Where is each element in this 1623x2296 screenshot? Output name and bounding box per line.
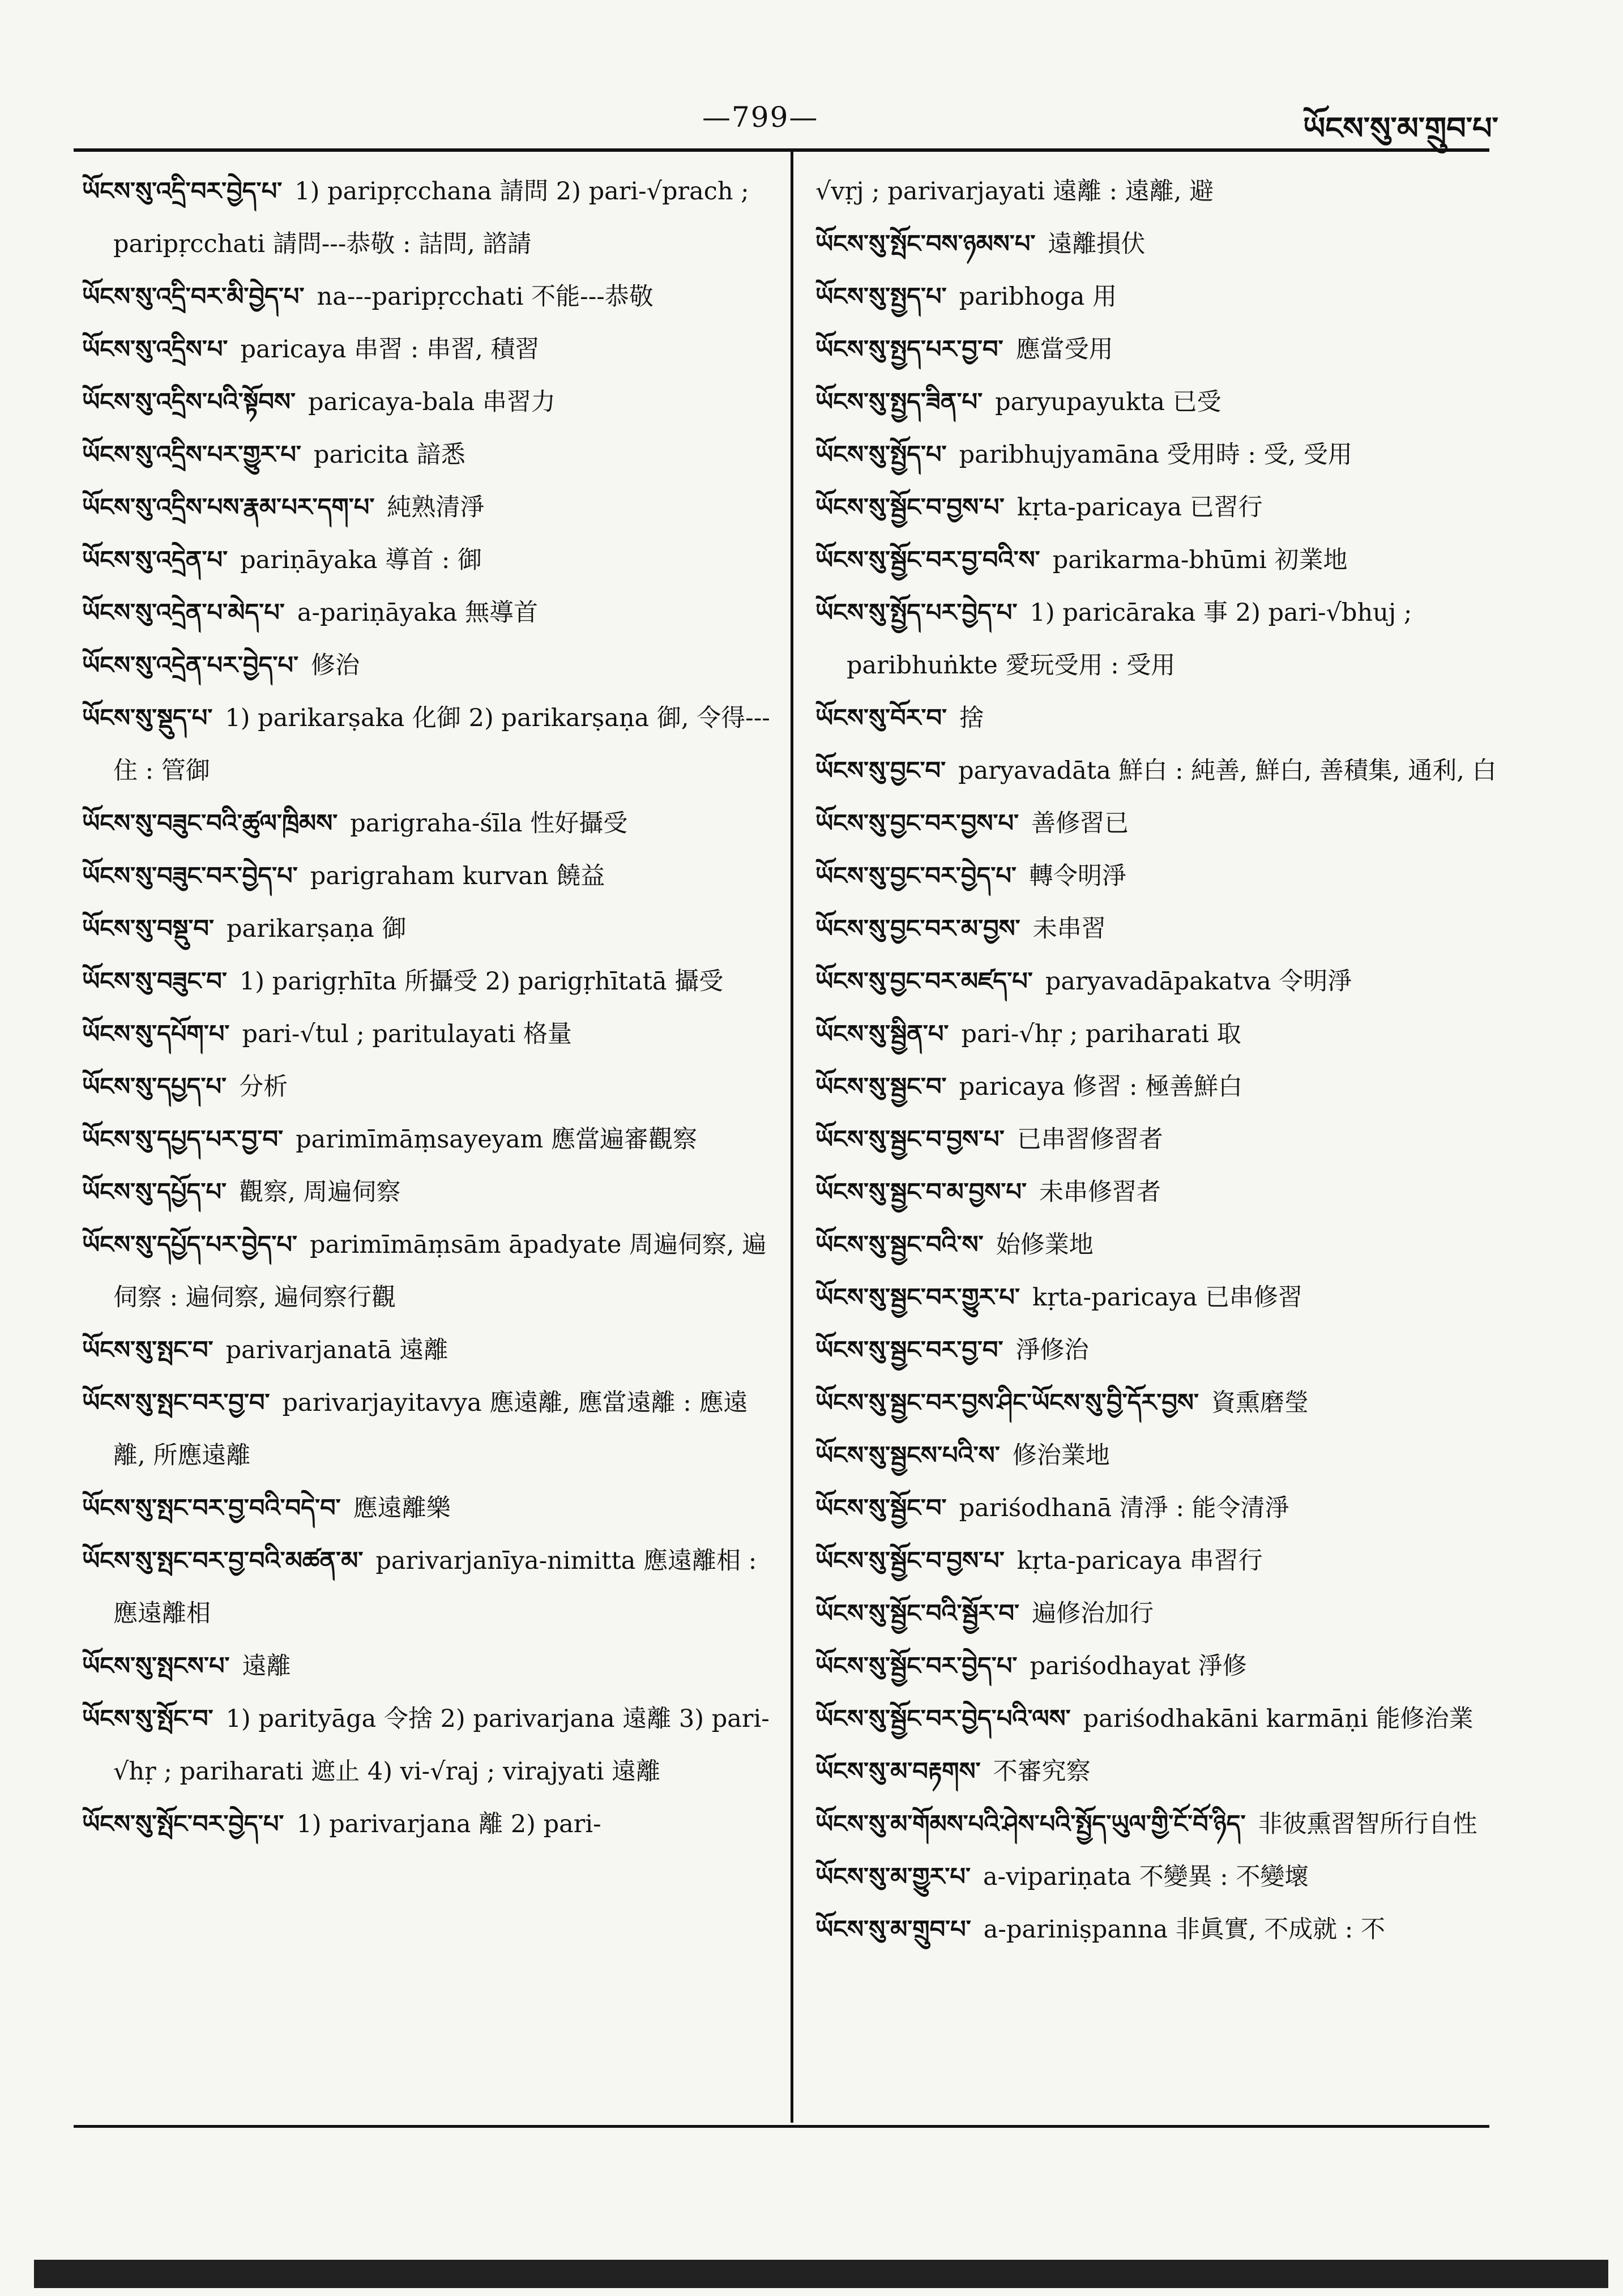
entry-headword: ཡོངས་སུ་སྦྱང་བ་ <box>815 1073 947 1101</box>
entry-definition: parikarma-bhūmi 初業地 <box>1052 546 1348 574</box>
entry-definition: √vṛj ; parivarjayati 遠離 : 遠離, 避 <box>815 177 1214 206</box>
entry-headword: ཡོངས་སུ་སྦྱོང་བར་བྱེད་པ་ <box>815 1652 1018 1680</box>
entry-headword: ཡོངས་སུ་བོར་བ་ <box>815 704 947 732</box>
entry-definition: 未串修習者 <box>1039 1178 1161 1206</box>
entry-definition: 非彼熏習智所行自性 <box>1258 1810 1477 1838</box>
dictionary-entry <box>815 1271 1512 1324</box>
entry-headword: ཡོངས་སུ་སྤོང་བས་ཉམས་པ་ <box>815 230 1036 258</box>
dictionary-entry <box>815 1535 1512 1587</box>
entry-headword: ཡོངས་སུ་བཟུང་བའི་ཚུལ་ཁྲིམས་ <box>82 809 338 838</box>
entry-definition: parivarjanatā 遠離 <box>225 1336 449 1364</box>
entry-headword: ཡོངས་སུ་སྦྱོང་བ་བྱས་པ་ <box>815 493 1005 522</box>
entry-definition: 1) parityāga 令捨 2) parivarjana 遠離 3) pari-√hṛ ; pariharati 遮止 4) vi-√raj ; virajyati 遠離 <box>113 1705 770 1786</box>
entry-definition: pari-√tul ; paritulayati 格量 <box>242 1020 572 1048</box>
dictionary-entry <box>82 1219 779 1324</box>
entry-definition: 已串習修習者 <box>1016 1125 1163 1154</box>
dictionary-entry <box>82 1482 779 1535</box>
dictionary-entry <box>815 1482 1512 1535</box>
dictionary-entry <box>82 1113 779 1166</box>
entry-headword: ཡོངས་སུ་དཔྱད་པ་ <box>82 1073 227 1101</box>
dictionary-entry <box>815 1851 1512 1904</box>
entry-definition: parimīmāṃsayeyam 應當遍審觀察 <box>296 1125 698 1154</box>
entry-headword: ཡོངས་སུ་བཟུང་བ་ <box>82 967 227 996</box>
dictionary-entry <box>815 429 1512 481</box>
entry-headword: ཡོངས་སུ་སྤྱོད་པ་ <box>815 441 947 469</box>
entry-definition: parimīmāṃsām āpadyate 周遍伺察, 遍伺察 : 遍伺察, 遍伺察行觀 <box>113 1231 767 1312</box>
entry-headword: ཡོངས་སུ་སྦྱོང་བ་བྱས་པ་ <box>815 1547 1005 1575</box>
dictionary-entry <box>82 1166 779 1219</box>
dictionary-entry <box>815 587 1512 692</box>
dictionary-entry <box>815 1904 1512 1956</box>
column-divider <box>791 152 793 2123</box>
entry-definition: 遠離損伏 <box>1048 230 1146 258</box>
left-column <box>82 165 779 2114</box>
entry-definition: kṛta-paricaya 已習行 <box>1016 493 1263 522</box>
entry-definition: pari-√hṛ ; pariharati 取 <box>961 1020 1241 1048</box>
entry-headword: ཡོངས་སུ་སྦྱོང་བར་བྱེད་པའི་ལས་ <box>815 1705 1071 1733</box>
entry-definition: 善修習已 <box>1031 809 1129 838</box>
dictionary-entry <box>815 534 1512 587</box>
entry-definition: 修治 <box>310 651 360 680</box>
entry-definition: kṛta-paricaya 已串修習 <box>1032 1283 1302 1312</box>
entry-definition: 淨修治 <box>1015 1336 1089 1364</box>
dictionary-entry <box>82 1693 779 1798</box>
entry-definition: 資熏磨瑩 <box>1211 1389 1309 1417</box>
entry-definition: pariśodhanā 清淨 : 能令清淨 <box>959 1494 1289 1522</box>
dictionary-entry <box>82 850 779 903</box>
entry-definition: pariśodhakāni karmāṇi 能修治業 <box>1083 1705 1473 1733</box>
dictionary-entry <box>815 1008 1512 1061</box>
entry-definition: kṛta-paricaya 串習行 <box>1016 1547 1263 1575</box>
dictionary-entry <box>82 481 779 534</box>
entry-definition: paricaya 修習 : 極善鮮白 <box>959 1073 1243 1101</box>
entry-headword: ཡོངས་སུ་འདྲེན་པ་མེད་པ་ <box>82 599 285 627</box>
entry-definition: 遍修治加行 <box>1032 1599 1154 1628</box>
dictionary-entry <box>815 1798 1512 1851</box>
entry-definition: 1) parivarjana 離 2) pari- <box>296 1810 601 1838</box>
entry-headword: ཡོངས་སུ་བཟུང་བར་བྱེད་པ་ <box>82 862 298 890</box>
scan-edge-band <box>34 2260 1608 2288</box>
dictionary-entry <box>815 1166 1512 1219</box>
dictionary-entry <box>82 429 779 481</box>
entry-headword: ཡོངས་སུ་སྦྱང་བའི་ས་ <box>815 1231 984 1259</box>
dictionary-entry <box>82 797 779 850</box>
entry-headword: ཡོངས་སུ་འདྲེན་པར་བྱེད་པ་ <box>82 651 298 680</box>
dictionary-entry <box>82 165 779 271</box>
dictionary-entry <box>815 745 1512 797</box>
dictionary-entry <box>82 1061 779 1113</box>
entry-headword: ཡོངས་སུ་སྡུད་པ་ <box>82 704 213 732</box>
dictionary-entry <box>82 534 779 587</box>
entry-definition: 應遠離樂 <box>353 1494 451 1522</box>
dictionary-entry <box>815 850 1512 903</box>
entry-headword: ཡོངས་སུ་སྦྱང་བར་གྱུར་པ་ <box>815 1283 1020 1312</box>
dictionary-entry <box>82 376 779 429</box>
entry-definition: 1) paripṛcchana 請問 2) pari-√prach ; paripṛcchati 請問---恭敬 : 詰問, 諮請 <box>113 177 749 258</box>
entry-headword: ཡོངས་སུ་སྤོང་བར་བྱེད་པ་ <box>82 1810 284 1838</box>
dictionary-entry <box>815 692 1512 745</box>
right-column <box>815 165 1512 2114</box>
entry-headword: ཡོངས་སུ་མ་གྲུབ་པ་ <box>815 1915 971 1944</box>
entry-headword: ཡོངས་སུ་སྤང་བ་ <box>82 1336 213 1364</box>
entry-headword: ཡོངས་སུ་སྤང་བར་བྱ་བ་ <box>82 1389 270 1417</box>
entry-headword: ཡོངས་སུ་སྤོང་བ་ <box>82 1705 213 1733</box>
dictionary-entry <box>815 1640 1512 1693</box>
entry-definition: a-pariniṣpanna 非眞實, 不成就 : 不 <box>983 1915 1385 1944</box>
entry-headword: ཡོངས་སུ་སྤྱད་ཟིན་པ་ <box>815 388 983 416</box>
dictionary-entry <box>815 271 1512 323</box>
entry-headword: ཡོངས་སུ་འདྲིས་པའི་སྟོབས་ <box>82 388 296 416</box>
entry-headword: ཡོངས་སུ་སྤྱོད་པར་བྱེད་པ་ <box>815 599 1018 627</box>
entry-headword: ཡོངས་སུ་འདྲིས་པར་གྱུར་པ་ <box>82 441 301 469</box>
dictionary-entry <box>815 1113 1512 1166</box>
dictionary-entry <box>82 639 779 692</box>
entry-headword: ཡོངས་སུ་སྦྱོང་བའི་སྦྱོར་བ་ <box>815 1599 1020 1628</box>
dictionary-entry <box>815 323 1512 376</box>
dictionary-entry <box>82 692 779 797</box>
entry-headword: ཡོངས་སུ་སྦྱང་བར་བྱས་ཤིང་ཡོངས་སུ་བྱི་དོར་བྱས་ <box>815 1389 1199 1417</box>
top-rule <box>74 148 1489 152</box>
entry-headword: ཡོངས་སུ་བྱང་བར་མཛད་པ་ <box>815 967 1033 996</box>
entry-headword: ཡོངས་སུ་སྤང་བར་བྱ་བའི་མཚན་མ་ <box>82 1547 364 1575</box>
entry-headword: ཡོངས་སུ་སྤངས་པ་ <box>82 1652 230 1680</box>
bottom-rule <box>74 2125 1489 2128</box>
entry-definition: 捨 <box>959 704 984 732</box>
entry-headword: ཡོངས་སུ་སྦྱོང་བར་བྱ་བའི་ས་ <box>815 546 1040 574</box>
entry-definition: 始修業地 <box>996 1231 1094 1259</box>
entry-definition: a-pariṇāyaka 無導首 <box>297 599 539 627</box>
entry-headword: ཡོངས་སུ་སྤྱད་པར་བྱ་བ་ <box>815 335 1003 364</box>
dictionary-entry <box>815 1061 1512 1113</box>
entry-headword: ཡོངས་སུ་སྦྱང་བར་བྱ་བ་ <box>815 1336 1003 1364</box>
entry-definition: 1) paricāraka 事 2) pari-√bhuj ; paribhuṅkte 愛玩受用 : 受用 <box>847 599 1412 680</box>
dictionary-entry <box>82 323 779 376</box>
entry-definition: a-vipariṇata 不變異 : 不變壞 <box>983 1863 1309 1891</box>
dictionary-entry <box>82 1535 779 1640</box>
page-number: —799— <box>702 101 819 134</box>
dictionary-entry <box>815 797 1512 850</box>
dictionary-entry <box>815 955 1512 1008</box>
entry-definition: paribhoga 用 <box>959 283 1117 311</box>
entry-definition: paryavadāta 鮮白 : 純善, 鮮白, 善積集, 通利, 白 <box>958 757 1497 785</box>
entry-definition: na---paripṛcchati 不能---恭敬 <box>317 283 654 311</box>
entry-definition: 應當受用 <box>1015 335 1113 364</box>
entry-headword: ཡོངས་སུ་བྱང་བར་མ་བྱས་ <box>815 915 1020 943</box>
entry-definition: 轉令明淨 <box>1028 862 1126 890</box>
dictionary-entry <box>815 1746 1512 1798</box>
dictionary-entry <box>82 587 779 639</box>
entry-definition: paricaya-bala 串習力 <box>308 388 556 416</box>
dictionary-entry <box>815 903 1512 955</box>
dictionary-entry <box>82 955 779 1008</box>
entry-definition: parivarjayitavya 應遠離, 應當遠離 : 應遠離, 所應遠離 <box>113 1389 748 1470</box>
entry-headword: ཡོངས་སུ་མ་གྱུར་པ་ <box>815 1863 971 1891</box>
entry-headword: ཡོངས་སུ་འདྲིས་པ་ <box>82 335 228 364</box>
dictionary-entry <box>82 1377 779 1482</box>
entry-definition: parivarjanīya-nimitta 應遠離相 : 應遠離相 <box>113 1547 757 1628</box>
entry-definition: paryavadāpakatva 令明淨 <box>1045 967 1352 996</box>
entry-definition: paricaya 串習 : 串習, 積習 <box>240 335 540 364</box>
dictionary-entry <box>815 1377 1512 1429</box>
entry-definition: parikarṣaṇa 御 <box>227 915 407 943</box>
entry-headword: ཡོངས་སུ་སྦྱངས་པའི་ས་ <box>815 1441 1000 1470</box>
entry-definition: 遠離 <box>242 1652 291 1680</box>
dictionary-entry <box>815 1219 1512 1271</box>
entry-headword: ཡོངས་སུ་སྦྱིན་པ་ <box>815 1020 949 1048</box>
entry-definition: 1) parigṛhīta 所攝受 2) parigṛhītatā 攝受 <box>239 967 724 996</box>
dictionary-entry <box>815 218 1512 271</box>
dictionary-entry <box>82 1324 779 1377</box>
dictionary-entry <box>815 1587 1512 1640</box>
entry-headword: ཡོངས་སུ་དཔྱད་པར་བྱ་བ་ <box>82 1125 284 1154</box>
entry-definition: 觀察, 周遍伺察 <box>239 1178 401 1206</box>
dictionary-entry <box>815 481 1512 534</box>
dictionary-entry <box>82 903 779 955</box>
entry-headword: ཡོངས་སུ་སྦྱང་བ་བྱས་པ་ <box>815 1125 1005 1154</box>
entry-headword: ཡོངས་སུ་དཔྱོད་པ་ <box>82 1178 227 1206</box>
entry-definition: 純熟清淨 <box>387 493 485 522</box>
entry-definition: parigraham kurvan 饒益 <box>310 862 605 890</box>
entry-headword: ཡོངས་སུ་དཔྱོད་པར་བྱེད་པ་ <box>82 1231 297 1259</box>
dictionary-entry <box>815 376 1512 429</box>
entry-headword: ཡོངས་སུ་སྦྱོང་བ་ <box>815 1494 947 1522</box>
entry-definition: paribhujyamāna 受用時 : 受, 受用 <box>959 441 1352 469</box>
entry-definition: 修治業地 <box>1012 1441 1110 1470</box>
entry-headword: ཡོངས་སུ་འདྲིས་པས་རྣམ་པར་དག་པ་ <box>82 493 375 522</box>
entry-headword: ཡོངས་སུ་འདྲེན་པ་ <box>82 546 228 574</box>
entry-definition: 1) parikarṣaka 化御 2) parikarṣaṇa 御, 令得---住 : 管御 <box>113 704 770 785</box>
entry-definition: paricita 諳悉 <box>313 441 465 469</box>
dictionary-entry <box>82 1798 779 1851</box>
entry-headword: ཡོངས་སུ་སྤྱད་པ་ <box>815 283 947 311</box>
dictionary-entry <box>815 1324 1512 1377</box>
entry-definition: 分析 <box>239 1073 288 1101</box>
entry-definition: 不審究察 <box>993 1757 1091 1786</box>
entry-headword: ཡོངས་སུ་མ་གོམས་པའི་ཤེས་པའི་སྤྱོད་ཡུལ་གྱི་ངོ་བོ་ཉིད་ <box>815 1810 1246 1838</box>
running-head: ཡོངས་སུ་མ་གྲུབ་པ་ <box>1302 110 1498 146</box>
entry-headword: ཡོངས་སུ་སྤང་བར་བྱ་བའི་བདེ་བ་ <box>82 1494 341 1522</box>
entry-headword: ཡོངས་སུ་འདྲི་བར་བྱེད་པ་ <box>82 177 283 206</box>
dictionary-entry <box>82 1640 779 1693</box>
dictionary-entry <box>815 1693 1512 1746</box>
dictionary-entry <box>815 1429 1512 1482</box>
entry-headword: ཡོངས་སུ་བྱང་བ་ <box>815 757 946 785</box>
entry-headword: ཡོངས་སུ་སྦྱང་བ་མ་བྱས་པ་ <box>815 1178 1027 1206</box>
entry-headword: ཡོངས་སུ་མ་བརྟགས་ <box>815 1757 981 1786</box>
entry-headword: ཡོངས་སུ་འདྲི་བར་མི་བྱེད་པ་ <box>82 283 305 311</box>
entry-definition: paryupayukta 已受 <box>995 388 1221 416</box>
dictionary-entry <box>82 1008 779 1061</box>
entry-headword: ཡོངས་སུ་བྱང་བར་བྱེད་པ་ <box>815 862 1016 890</box>
entry-headword: ཡོངས་སུ་དཔོག་པ་ <box>82 1020 230 1048</box>
entry-headword: ཡོངས་སུ་བསྡུ་བ་ <box>82 915 215 943</box>
entry-definition: pariśodhayat 淨修 <box>1030 1652 1247 1680</box>
entry-definition: 未串習 <box>1032 915 1106 943</box>
entry-definition: pariṇāyaka 導首 : 御 <box>240 546 482 574</box>
dictionary-entry <box>815 165 1512 218</box>
entry-definition: parigraha-śīla 性好攝受 <box>350 809 628 838</box>
entry-headword: ཡོངས་སུ་བྱང་བར་བྱས་པ་ <box>815 809 1019 838</box>
dictionary-entry <box>82 271 779 323</box>
